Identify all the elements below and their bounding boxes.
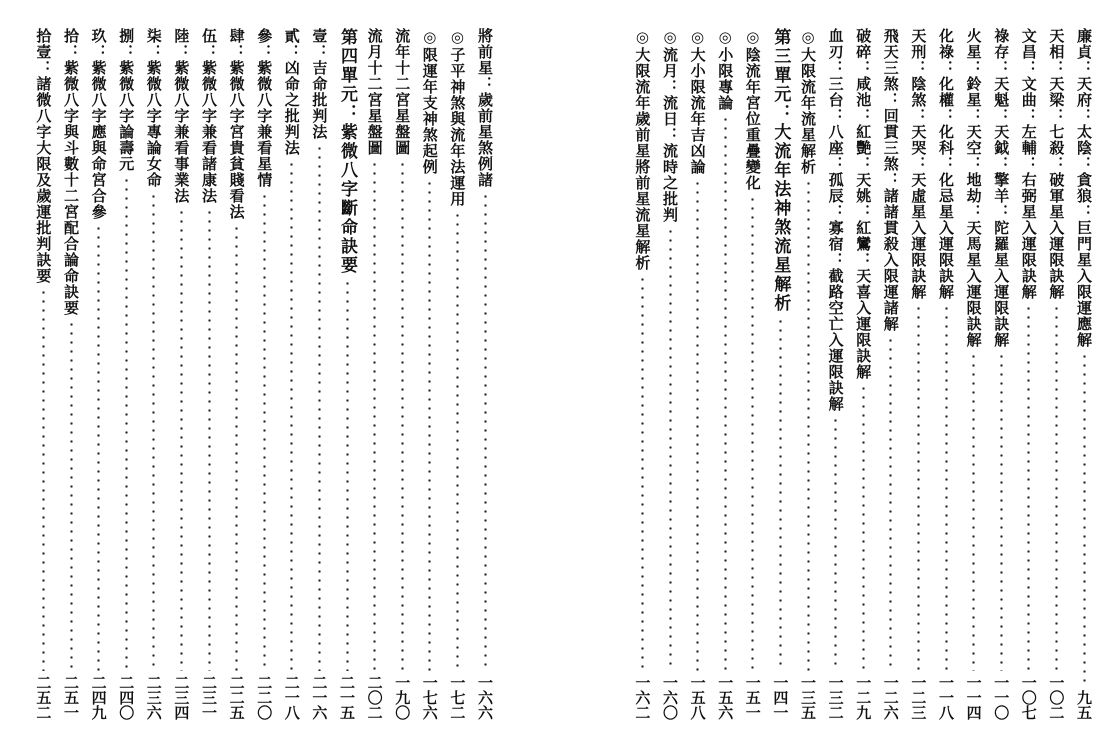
toc-entry-title: 將前星：歲前星煞例諸 [476,28,494,188]
dot-leader [1000,352,1003,671]
toc-entry-title: 壹：吉命批判法 [310,28,329,140]
toc-page-number: 一五六 [716,675,735,720]
toc-page-number: 一四一 [771,675,790,720]
toc-entry-title: 化祿：化權：化科：化忌星入運限訣解 [937,28,955,300]
dot-leader [751,195,754,671]
toc-entry [281,28,303,720]
toc-page-number: 一一〇 [992,675,1011,720]
toc-entry [852,28,874,720]
dot-leader [401,160,404,671]
toc-page-number: 九五 [1075,690,1093,720]
dot-leader [235,224,238,671]
toc-page-number: 一六〇 [661,675,679,720]
toc-entry [143,28,165,720]
dot-leader [456,211,459,671]
toc-entry [115,28,137,720]
dot-leader [373,160,376,671]
toc-entry-title: 拾壹：諸微八字大限及歲運批判訣要 [34,28,53,284]
toc-entry-title: 流年十二宮星盤圖 [393,28,412,156]
toc-entry [226,28,248,720]
toc-entry-title: 廉貞：天府：太陰：貪狼：巨門星入限運應解 [1075,28,1093,348]
dot-leader [208,208,211,671]
chapter-title: 第四單元：紫微八字斷命訣要 [337,28,357,275]
toc-page-number: 二四九 [89,675,108,720]
toc-entry-title: 玖：紫微八字應與命宮合參 [89,28,108,220]
toc-entry-title: 祿存：天魁：天鉞：擎羊：陀羅星入運限訣解 [992,28,1011,348]
toc-entry-title: ◎大限流年歲前星將前星流星解析 [633,28,652,271]
toc-page-number: 二一六 [310,675,329,720]
dot-leader [1083,352,1086,686]
dot-leader [1055,304,1058,671]
page-gutter [540,0,564,741]
toc-entry [825,28,847,720]
dot-leader [862,384,865,671]
dot-leader [290,160,293,671]
toc-entry [659,28,681,720]
dot-leader [97,224,100,671]
toc-entry [391,28,413,720]
toc-entry [253,28,275,720]
toc-entry-title: 文昌：文曲：左輔：右弼星入運限訣解 [1019,28,1038,300]
dot-leader [484,192,487,671]
dot-leader [641,275,644,671]
dot-leader [428,179,431,671]
dot-leader [180,208,183,671]
dot-leader [724,115,727,671]
toc-entry [742,28,764,720]
toc-page-number: 一二三 [909,675,928,720]
toc-entry [631,28,653,720]
toc-entry [364,28,386,720]
toc-entry-title: ◎陰流年宮位重疊變化 [743,28,762,191]
toc-entry-title: 拾：紫微八字與斗數十二宮配合論命訣要 [62,28,80,316]
toc-entry-title: ◎子平神煞與流年法運用 [448,28,467,207]
toc-page-number: 二一八 [282,675,301,720]
dot-leader [263,192,266,671]
toc-entry-title: 破碎：咸池：紅艷：天姚：紅鸞：天喜入運限訣解 [854,28,873,380]
toc-page-number: 一七二 [448,675,467,720]
toc-entry-title: 火星：鈴星：天空：地劫：天馬星入運限訣解 [964,28,983,348]
toc-page-number: 一一八 [937,675,955,720]
toc-entry-title: 肆：紫微八字宮貴貧賤看法 [227,28,246,220]
toc-entry [88,28,110,720]
toc-page-number: 二三一 [200,675,218,720]
toc-entry-title: 天相：天梁：七殺：破軍星入運限訣解 [1047,28,1066,300]
dot-leader [889,336,892,671]
toc-page-number: 一一四 [964,675,983,720]
toc-entry-title: 陸：紫微八字兼看事業法 [172,28,191,204]
toc-page-number: 一〇七 [1019,675,1038,720]
toc-page-number: 一〇二 [1047,675,1066,720]
toc-entry [446,28,468,720]
toc-page-number: 二二五 [227,675,246,720]
dot-leader [346,279,349,671]
toc-entry [336,28,358,720]
toc-entry [963,28,985,720]
dot-leader [318,144,321,671]
toc-page-number: 二三六 [144,675,163,720]
toc-entry-title: 貳：凶命之批判法 [282,28,301,156]
toc-page-number: 二五一 [62,675,80,720]
toc-page-number: 二五二 [34,675,53,720]
toc-entry [769,28,791,720]
toc-entry [170,28,192,720]
chapter-title: 第三單元：大流年法神煞流星解析 [770,28,791,313]
toc-entry [935,28,957,720]
toc-entry [687,28,709,720]
toc-entry [474,28,496,720]
toc-page-number: 一六六 [476,675,494,720]
toc-entry-title: 飛天三煞：回貫三煞：諸諸貫殺入限運諸解 [881,28,900,332]
toc-page-number: 一七六 [420,675,439,720]
toc-page-number: 二一五 [338,675,356,720]
toc-entry [60,28,82,720]
toc-page-number: 一二九 [854,675,873,720]
dot-leader [834,416,837,671]
toc-entry-title: 流月十二宮星盤圖 [365,28,384,156]
toc-entry-title: 血刃：三台：八座：孤辰：寡宿：截路空亡入運限訣解 [826,28,845,412]
dot-leader [972,352,975,671]
toc-page-number: 二三四 [172,675,191,720]
toc-entry-title: ◎流月：流日：流時之批判 [661,28,679,223]
dot-leader [70,320,73,671]
toc-entry [1018,28,1040,720]
dot-leader [779,317,782,671]
toc-entry-title: 參：紫微八字兼看星情 [255,28,274,188]
toc-page-number: 二〇二 [365,675,384,720]
toc-entry [419,28,441,720]
toc-entry [714,28,736,720]
toc-entry [1045,28,1067,720]
toc-entry [907,28,929,720]
toc-page-number: 二二〇 [255,675,274,720]
dot-leader [1027,304,1030,671]
toc-entry [880,28,902,720]
dot-leader [696,179,699,671]
toc-page-number: 一九〇 [393,675,412,720]
toc-entry-title: ◎限運年支神煞起例 [420,28,439,175]
dot-leader [945,304,948,671]
toc-entry-title: ◎小限專論 [716,28,735,111]
toc-page-number: 一六二 [633,675,652,720]
toc-entry [198,28,220,720]
dot-leader [42,288,45,671]
toc-entry-title: ◎大小限流年吉凶論 [688,28,707,175]
toc-entry-title: 柒：紫微八字專論女命 [144,28,163,188]
toc-entry [797,28,819,720]
toc-page-number: 二四〇 [117,675,136,720]
toc-entry [308,28,330,720]
dot-leader [125,176,128,671]
dot-leader [807,179,810,671]
toc-entry-title: ◎大限流年流星解析 [799,28,817,175]
toc-entry [32,28,54,720]
toc-entry-title: 天刑：陰煞：天哭：天虛星入運限訣解 [909,28,928,300]
dot-leader [917,304,920,671]
toc-entry [990,28,1012,720]
toc-page-number: 一五八 [688,675,707,720]
toc-page-number: 一三五 [799,675,817,720]
toc-page-number: 一二六 [881,675,900,720]
dot-leader [669,227,672,671]
toc-page-number: 一三二 [826,675,845,720]
toc-page-number: 一五一 [743,675,762,720]
toc-entry [1073,28,1095,720]
toc-entry-title: 捌：紫微八字論壽元 [117,28,136,172]
dot-leader [152,192,155,671]
toc-entry-title: 伍：紫微八字兼看諸康法 [200,28,218,204]
